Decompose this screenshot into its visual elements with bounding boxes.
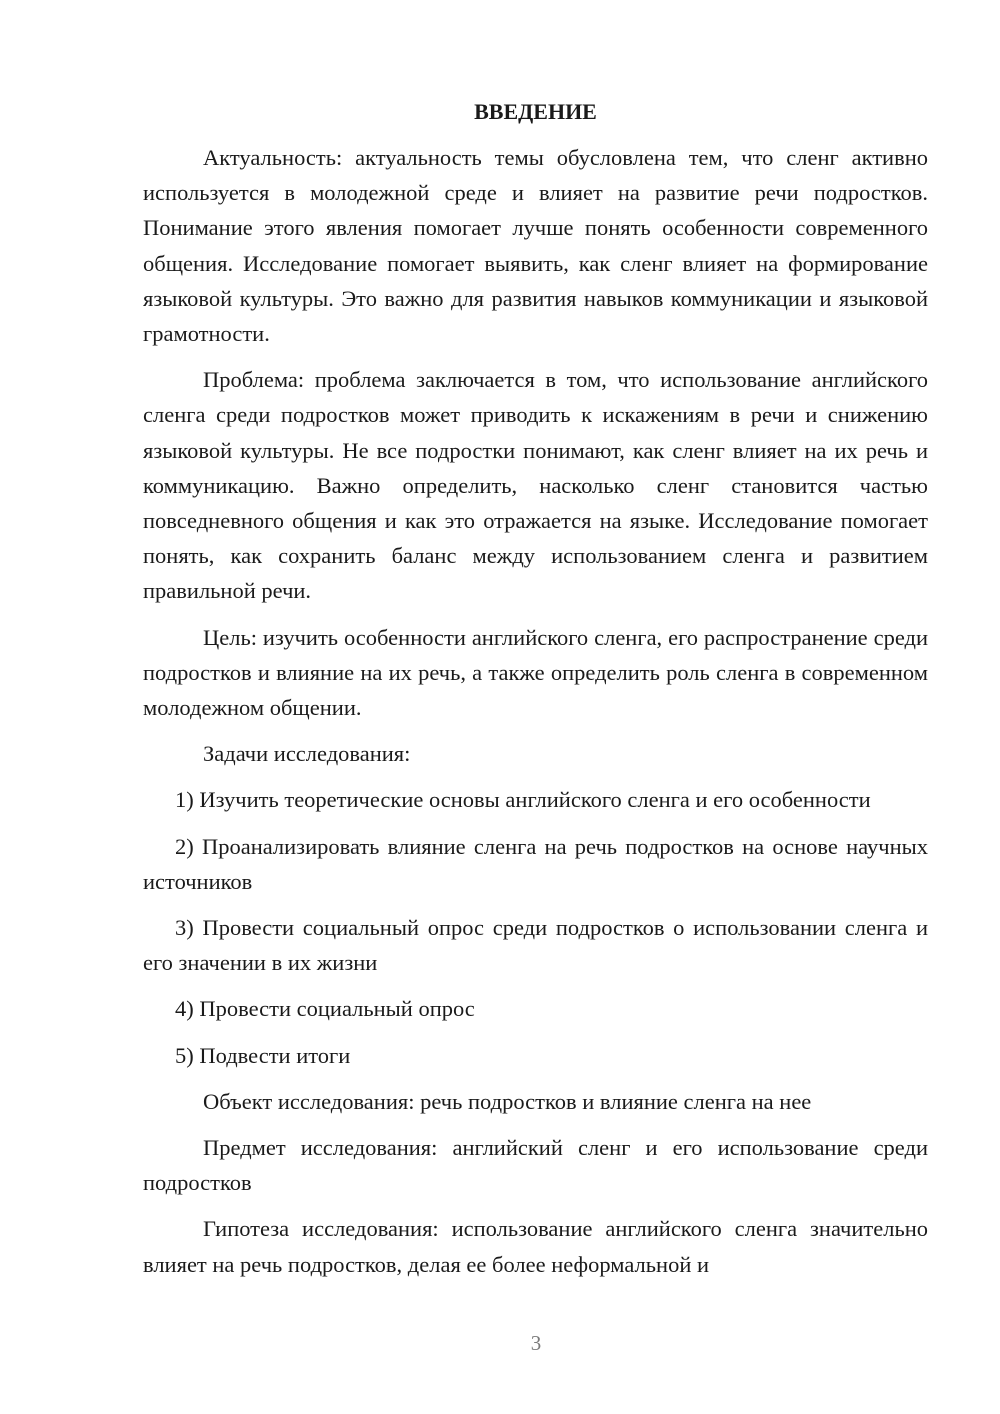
goal-paragraph: Цель: изучить особенности английского сленга, его распространение среди подростков и влияние на их речь, а также определить роль сленга в современном молодежном общении. [143,624,928,721]
problem-paragraph: Проблема: проблема заключается в том, что использование английского сленга среди подростков может приводить к искажениям в речи и снижению языковой культуры. Не все подростки понимают, как сленг влияет на их речь и коммуникацию. Важно определить, насколько сленг становится частью повседневного общения и как это отражается на языке. Исследование помогает понять, как сохранить баланс между использованием сленга и развитием правильной речи. [143,367,928,604]
tasks-heading: Задачи исследования: [203,741,411,767]
hypothesis-paragraph: Гипотеза исследования: использование английского сленга значительно влияет на речь подростков, делая ее более неформальной и [143,1216,928,1277]
task-item-5: 5) Подвести итоги [175,1042,351,1068]
relevance-paragraph: Актуальность: актуальность темы обусловлена тем, что сленг активно используется в молодежной среде и влияет на развитие речи подростков. Понимание этого явления помогает лучше понять особенности современного общения. Исследование помогает выявить, как сленг влияет на формирование языковой культуры. Это важно для развития навыков коммуникации и языковой грамотности. [143,145,928,347]
page-title: ВВЕДЕНИЕ [474,99,597,124]
task-item-4: 4) Провести социальный опрос [175,996,475,1022]
object-paragraph: Объект исследования: речь подростков и влияние сленга на нее [203,1088,812,1114]
subject-paragraph: Предмет исследования: английский сленг и его использование среди подростков [143,1135,928,1196]
task-item-1: 1) Изучить теоретические основы английского сленга и его особенности [175,787,871,813]
task-item-3: 3) Провести социальный опрос среди подростков о использовании сленга и его значении в их жизни [143,915,928,976]
task-item-2: 2) Проанализировать влияние сленга на речь подростков на основе научных источников [143,833,928,894]
page-number: 3 [530,1331,542,1355]
